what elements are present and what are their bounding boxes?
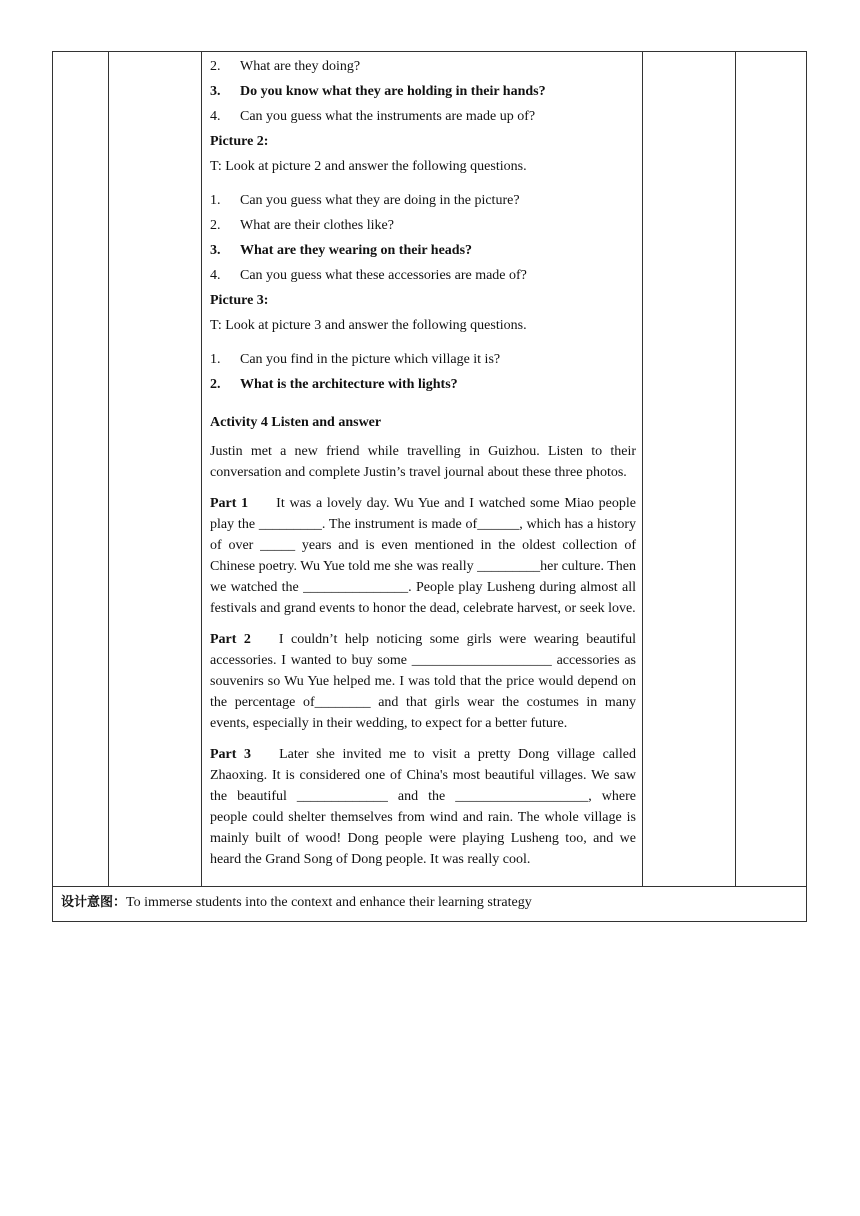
question-item: 1. Can you find in the picture which village it is?	[210, 352, 501, 367]
empty-cell-1	[53, 52, 109, 887]
question-item: 2. What is the architecture with lights?	[210, 377, 458, 392]
teaching-content-cell	[202, 52, 643, 887]
empty-cell-4	[643, 52, 736, 887]
picture3-heading: Picture 3:	[210, 293, 269, 308]
journal-part-2: Part 2 I couldn’t help noticing some girls were wearing beautiful accessories. I wanted to buy some ____________________ accessories as souvenirs so Wu Yue helped me. I was told that the price would depend on the percentage of________ and that girls wear the costumes in many events, especially in their wedding, to expect for a better future.	[210, 632, 636, 731]
teaching-process-row	[53, 52, 807, 887]
journal-part-3: Part 3 Later she invited me to visit a pretty Dong village called Zhaoxing. It is considered one of China's most beautiful villages. We saw the beautiful _____________ and the ___________________, where people could shelter themselves from wind and rain. The whole village is mainly built of wood! Dong people were playing Lusheng too, and we heard the Grand Song of Dong people. It was really cool.	[210, 747, 636, 867]
question-item: 4. Can you guess what the instruments are made up of?	[210, 109, 536, 124]
design-intent-row	[53, 887, 807, 922]
picture2-instruction: T: Look at picture 2 and answer the following questions.	[210, 159, 527, 174]
picture2-heading: Picture 2:	[210, 134, 269, 149]
picture3-instruction: T: Look at picture 3 and answer the following questions.	[210, 318, 527, 333]
question-item: 2. What are they doing?	[210, 59, 361, 74]
empty-cell-5	[736, 52, 807, 887]
picture1-question-list	[210, 57, 636, 127]
question-item: 3. Do you know what they are holding in their hands?	[210, 84, 546, 99]
question-item: 3. What are they wearing on their heads?	[210, 243, 473, 258]
picture2-question-list	[210, 191, 636, 286]
empty-cell-2	[109, 52, 202, 887]
picture3-question-list	[210, 350, 636, 395]
journal-part-1: Part 1 It was a lovely day. Wu Yue and I watched some Miao people play the _________. The instrument is made of______, which has a history of over _____ years and is even mentioned in the oldest collection of Chinese poetry. Wu Yue told me she was really _________her culture. Then we watched the _______________. People play Lusheng during almost all festivals and grand events to honor the dead, celebrate harvest, or seek love.	[210, 496, 636, 616]
design-intent-cell	[53, 887, 807, 922]
lesson-plan-table	[52, 51, 807, 922]
activity4-title: Activity 4 Listen and answer	[210, 415, 382, 430]
question-item: 1. Can you guess what they are doing in the picture?	[210, 193, 520, 208]
question-item: 2. What are their clothes like?	[210, 218, 394, 233]
part-label: Part 2	[210, 632, 251, 647]
design-intent-text: To immerse students into the context and enhance their learning strategy	[126, 895, 532, 910]
part-label: Part 1	[210, 496, 249, 511]
part-label: Part 3	[210, 747, 252, 762]
question-item: 4. Can you guess what these accessories are made of?	[210, 268, 527, 283]
design-intent-label: 设计意图：	[61, 895, 127, 910]
activity4-intro: Justin met a new friend while travelling in Guizhou. Listen to their conversation and complete Justin’s travel journal about these three photos.	[210, 444, 636, 480]
